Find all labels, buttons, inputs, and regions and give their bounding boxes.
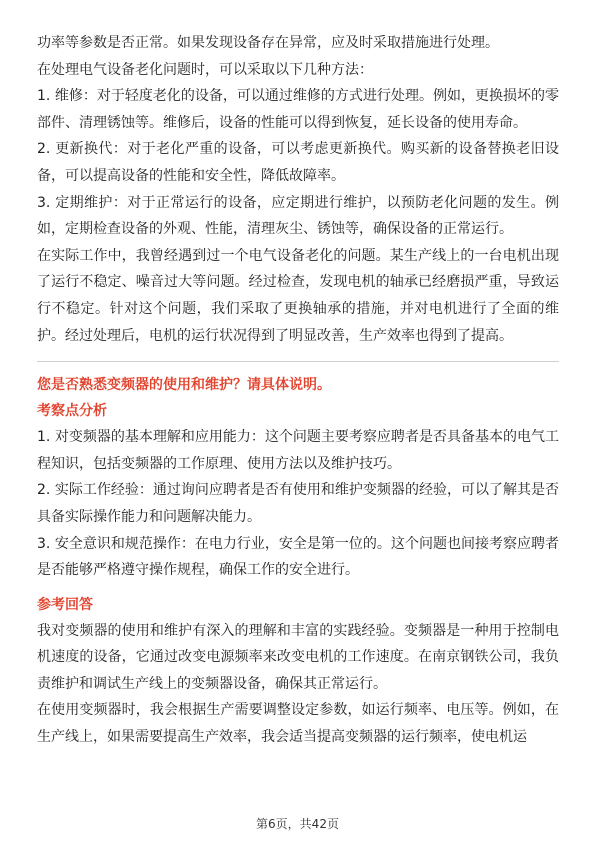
paragraph: 3. 安全意识和规范操作：在电力行业，安全是第一位的。这个问题也间接考察应聘者是否能够严格遵守操作规程，确保工作的安全进行。 [37,535,559,579]
paragraph: 2. 更新换代：对于老化严重的设备，可以考虑更新换代。购买新的设备替换老旧设备，可以提高设备的性能和安全性，降低故障率。 [37,141,559,184]
paragraph: 2. 实际工作经验：通过询问应聘者是否有使用和维护变频器的经验，可以了解其是否具备实际操作能力和问题解决能力。 [37,482,559,525]
reference-heading: 参考回答 [37,596,93,613]
analysis-section [37,398,559,584]
paragraph: 在处理电气设备老化问题时，可以采取以下几种方法： [37,61,373,78]
reference-answer-section [37,592,559,751]
section-divider [37,361,559,362]
paragraph: 1. 对变频器的基本理解和应用能力：这个问题主要考察应聘者是否具备基本的电气工程知识，包括变频器的工作原理、使用方法以及维护技巧。 [37,429,559,472]
paragraph: 功率等参数是否正常。如果发现设备存在异常，应及时采取措施进行处理。 [37,35,499,51]
analysis-heading: 考察点分析 [37,403,107,420]
previous-answer-section [37,30,559,349]
page-number: 第6页，共42页 [256,817,339,831]
spacer [37,584,559,592]
question-title: 您是否熟悉变频器的使用和维护？请具体说明。 [37,377,331,394]
paragraph: 我对变频器的使用和维护有深入的理解和丰富的实践经验。变频器是一种用于控制电机速度的设备，它通过改变电源频率来改变电机的工作速度。在南京钢铁公司，我负责维护和调试生产线上的变频器设备，确保其正常运行。 [37,622,559,692]
document-page [37,30,559,751]
paragraph: 1. 维修：对于轻度老化的设备，可以通过维修的方式进行处理。例如，更换损坏的零部件、清理锈蚀等。维修后，设备的性能可以得到恢复，延长设备的使用寿命。 [37,88,559,131]
paragraph: 3. 定期维护：对于正常运行的设备，应定期进行维护，以预防老化问题的发生。例如，定期检查设备的外观、性能，清理灰尘、锈蚀等，确保设备的正常运行。 [37,194,559,238]
paragraph: 在实际工作中，我曾经遇到过一个电气设备老化的问题。某生产线上的一台电机出现了运行不稳定、噪音过大等问题。经过检查，发现电机的轴承已经磨损严重，导致运行不稳定。针对这个问题，我们采取了更换轴承的措施，并对电机进行了全面的维护。经过处理后，电机的运行状况得到了明显改善，生产效率也得到了提高。 [37,247,559,344]
paragraph: 在使用变频器时，我会根据生产需要调整设定参数，如运行频率、电压等。例如，在生产线上，如果需要提高生产效率，我会适当提高变频器的运行频率，使电机运 [37,702,559,746]
